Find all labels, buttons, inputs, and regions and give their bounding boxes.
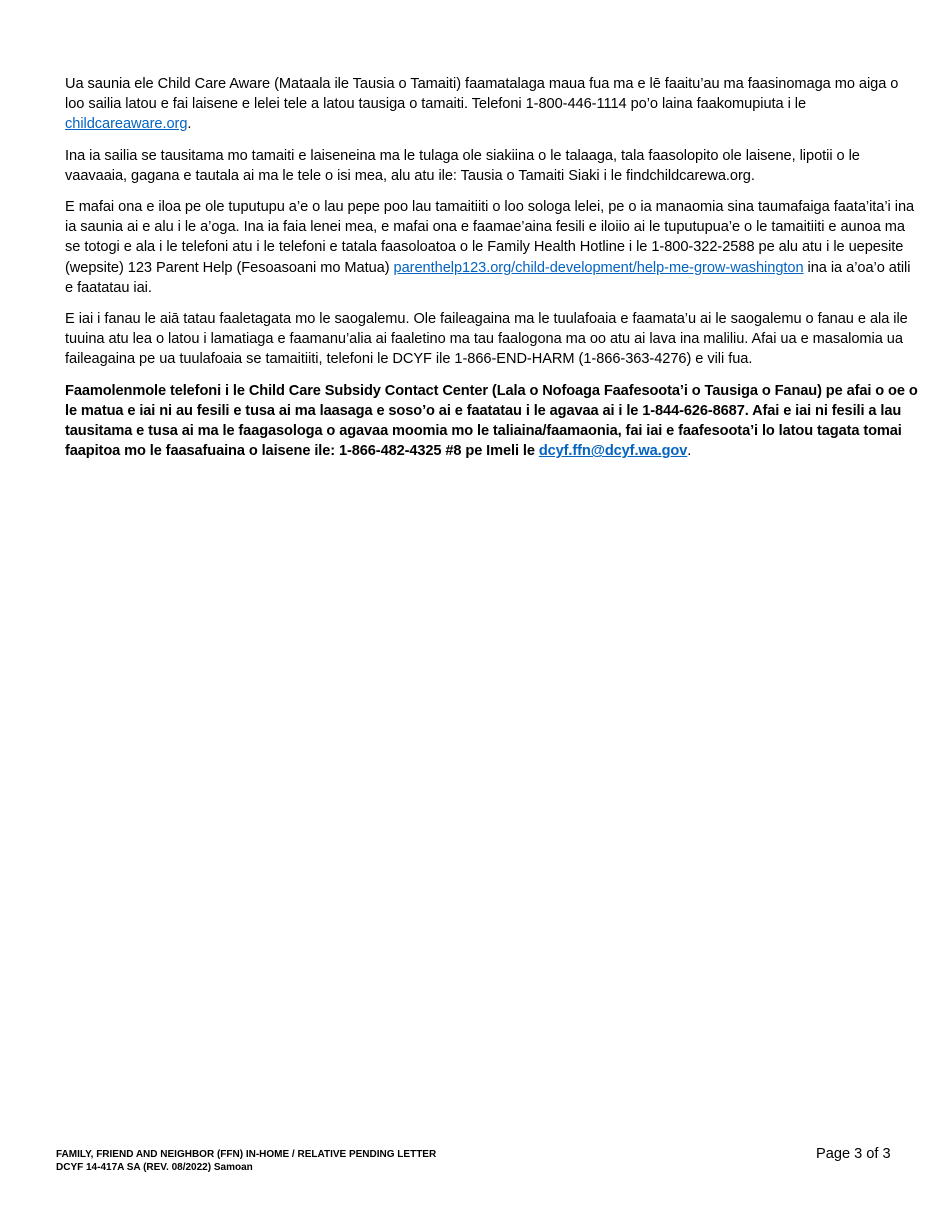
paragraph-find-child-care — [65, 146, 920, 186]
paragraph-child-development — [65, 197, 920, 298]
paragraph-text: Faamolenmole telefoni i le Child Care Subsidy Contact Center (Lala o Nofoaga Faafesoota’i o Tausiga o Fanau) pe afai o oe o le matua e iai ni au fesili e tusa ai ma laasaga e soso’o ai e faatatau i le agavaa ai i le 1-844-626-8687. Afai e iai ni fesili a lau tausitama e tusa ai ma le faagasologa o agavaa moomia mo le taliaina/faamaonia, fai iai e faafesoota’i lo latou tagata tomai faapitoa mo le faasafuaina o laisene ile: 1-866-482-4325 #8 pe Imeli le — [65, 382, 918, 460]
dcyf-email-link[interactable]: dcyf.ffn@dcyf.wa.gov — [538, 443, 688, 460]
paragraph-child-safety — [65, 309, 920, 370]
document-body — [65, 74, 920, 472]
paragraph-subsidy-contact — [65, 381, 920, 462]
paragraph-tail: ina ia a’oa’o atili e faatatau iai. — [65, 259, 911, 296]
page-number: Page 3 of 3 — [816, 1146, 891, 1162]
footer-form-info — [56, 1149, 436, 1174]
paragraph-text: E iai i fanau le aiā tatau faaletagata mo le saogalemu. Ole faileagaina ma le tuulafoaia e faamata’u ai le saogalemu o fanau e ala ile tuuina atu lea o latou i lamatiaga e faamanu’alia ai faaletino ma tau faalogona ma oo atu ai lava ina maliliu. Afai ua e masalomia ua faileagaina pe ua tuulafoaia se tamaitiiti, telefoni le DCYF ile 1-866-END-HARM (1-866-363-4276) e vili fua. — [65, 311, 908, 368]
paragraph-text: Ua saunia ele Child Care Aware (Mataala ile Tausia o Tamaiti) faamatalaga maua fua ma e lē faaitu’au ma faasinomaga mo aiga o loo sailia latou e fai laisene e lelei tele a latou tausiga o tamaiti. Telefoni 1-800-446-1114 po’o laina faakomupiuta i le — [65, 76, 899, 113]
paragraph-tail: . — [187, 116, 192, 133]
paragraph-child-care-aware — [65, 74, 920, 135]
parenthelp123-link[interactable]: parenthelp123.org/child-development/help-me-grow-washington — [393, 259, 804, 276]
footer-form-title: FAMILY, FRIEND AND NEIGHBOR (FFN) IN-HOME / RELATIVE PENDING LETTER — [56, 1149, 437, 1160]
paragraph-text: E mafai ona e iloa pe ole tuputupu a’e o lau pepe poo lau tamaitiiti o loo sologa lelei, pe o ia manaomia sina taumafaiga faata’ita’i ina ia saunia ai e alu i le a’oga. Ina ia faia lenei mea, e mafai ona e faamae’aina fesili e iloiio ai le tuputupua’e o le tamaitiiti e aunoa ma se totogi e ala i le telefoni atu i le telefoni e tatala faasoloatoa o le Family Health Hotline i le 1-800-322-2588 pe alu atu i le uepesite (wepsite) 123 Parent Help (Fesoasoani mo Matua) — [65, 199, 915, 276]
paragraph-tail: . — [687, 443, 692, 460]
paragraph-text: Ina ia sailia se tausitama mo tamaiti e laiseneina ma le tulaga ole siakiina o le talaaga, tala faasolopito ole laisene, lipotii o le vaavaaia, gagana e tautala ai ma le tele o isi mea, alu atu ile: Tausia o Tamaiti Siaki i le findchildcarewa.org. — [65, 147, 860, 184]
childcareaware-link[interactable]: childcareaware.org — [65, 116, 188, 133]
footer-form-number: DCYF 14-417A SA (REV. 08/2022) Samoan — [56, 1161, 253, 1173]
